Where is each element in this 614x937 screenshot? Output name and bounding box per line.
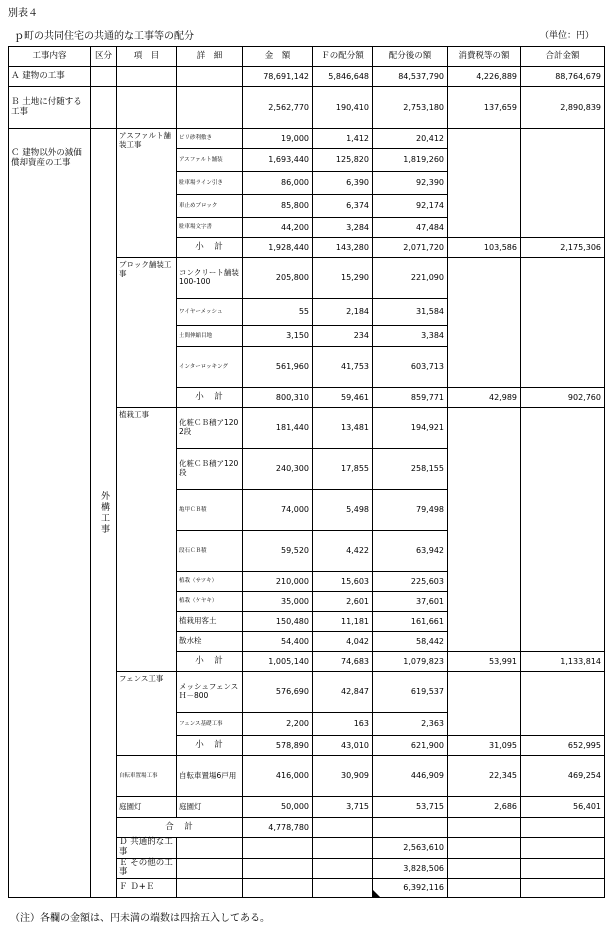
cell-f-alloc: 43,010 — [313, 736, 373, 756]
cell-amount: 800,310 — [243, 388, 313, 408]
detail-label: 庭園灯 — [177, 797, 243, 818]
cell-amount: 50,000 — [243, 797, 313, 818]
cell-amount: 85,800 — [243, 195, 313, 218]
cell-total: 2,890,839 — [521, 87, 605, 129]
cell-amount: 2,562,770 — [243, 87, 313, 129]
cell-amount: 19,000 — [243, 129, 313, 149]
table-number-label: 別表４ — [8, 8, 38, 19]
col-header-after: 配分後の額 — [373, 47, 448, 67]
cell-after: 58,442 — [373, 632, 448, 652]
cell-total: 652,995 — [521, 736, 605, 756]
col-header-kubun: 区分 — [91, 47, 117, 67]
table-row — [9, 67, 605, 87]
cell-amount: 1,928,440 — [243, 238, 313, 258]
cell-after: 79,498 — [373, 490, 448, 531]
header-row — [9, 47, 605, 67]
cell-amount: 578,890 — [243, 736, 313, 756]
detail-label: 駐車場文字書 — [177, 218, 243, 238]
cell-f-alloc: 17,855 — [313, 449, 373, 490]
cell-after: 92,174 — [373, 195, 448, 218]
cell-f-alloc: 2,184 — [313, 299, 373, 326]
cell-total: 902,760 — [521, 388, 605, 408]
unit-label: （単位：円） — [540, 31, 595, 41]
cell-f-alloc: 6,374 — [313, 195, 373, 218]
row-a-label: Ａ 建物の工事 — [9, 67, 91, 87]
group-light-label: 庭園灯 — [117, 797, 177, 818]
cell-after: 621,900 — [373, 736, 448, 756]
cell-total: 88,764,679 — [521, 67, 605, 87]
cell-amount: 2,200 — [243, 713, 313, 736]
subtotal-label: 小 計 — [177, 652, 243, 672]
cell-amount: 4,778,780 — [243, 818, 313, 838]
cell-after: 1,079,823 — [373, 652, 448, 672]
group-fence-label: フェンス工事 — [117, 672, 177, 756]
detail-label: 散水栓 — [177, 632, 243, 652]
cell-f-alloc: 41,753 — [313, 347, 373, 388]
detail-label: 化粧ＣＢ積ア120 段 — [177, 449, 243, 490]
cell-after: 194,921 — [373, 408, 448, 449]
cell-after: 2,753,180 — [373, 87, 448, 129]
cell-amount: 55 — [243, 299, 313, 326]
cell-f-alloc: 3,284 — [313, 218, 373, 238]
allocation-table — [8, 46, 605, 898]
cell-f-alloc: 4,422 — [313, 531, 373, 572]
table-row — [9, 87, 605, 129]
cell-amount: 74,000 — [243, 490, 313, 531]
cell-after: 446,909 — [373, 756, 448, 797]
row-c-label: Ｃ 建物以外の減価償却資産の工事 — [9, 129, 91, 898]
row-f-amount: 6,392,116 — [403, 883, 444, 893]
cell-amount: 54,400 — [243, 632, 313, 652]
cell-f-alloc: 6,390 — [313, 172, 373, 195]
cell-after: 225,603 — [373, 572, 448, 592]
cell-f-alloc: 2,601 — [313, 592, 373, 612]
detail-label: 植栽（ケヤキ） — [177, 592, 243, 612]
corner-marker — [373, 890, 380, 897]
detail-label: フェンス基礎工事 — [177, 713, 243, 736]
detail-label: 駐車場ライン引き — [177, 172, 243, 195]
cell-f-alloc: 5,498 — [313, 490, 373, 531]
detail-label: 植栽（サツキ） — [177, 572, 243, 592]
cell-after: 2,071,720 — [373, 238, 448, 258]
detail-label: 亀甲ＣＢ積 — [177, 490, 243, 531]
col-header-content: 工事内容 — [9, 47, 91, 67]
col-header-f-alloc: Ｆの配分額 — [313, 47, 373, 67]
detail-label: 段石ＣＢ積 — [177, 531, 243, 572]
cell-f-alloc: 74,683 — [313, 652, 373, 672]
col-header-amount: 金 額 — [243, 47, 313, 67]
cell-f-alloc: 11,181 — [313, 612, 373, 632]
cell-after: 63,942 — [373, 531, 448, 572]
cell-tax: 4,226,889 — [448, 67, 521, 87]
cell-f-alloc: 15,603 — [313, 572, 373, 592]
subtotal-label: 小 計 — [177, 388, 243, 408]
cell-amount: 78,691,142 — [243, 67, 313, 87]
cell-after: 859,771 — [373, 388, 448, 408]
detail-label: ワイヤーメッシュ — [177, 299, 243, 326]
cell-amount: 210,000 — [243, 572, 313, 592]
detail-label: 植栽用客土 — [177, 612, 243, 632]
kubun-label: 外構工事 — [91, 129, 117, 898]
cell-tax: 53,991 — [448, 652, 521, 672]
cell-total: 56,401 — [521, 797, 605, 818]
cell-f-alloc: 42,847 — [313, 672, 373, 713]
cell-amount: 44,200 — [243, 218, 313, 238]
group-bicycle-label: 自転車置場工事 — [117, 756, 177, 797]
detail-label: インターロッキング — [177, 347, 243, 388]
cell-amount: 576,690 — [243, 672, 313, 713]
cell-amount: 416,000 — [243, 756, 313, 797]
cell-tax: 42,989 — [448, 388, 521, 408]
cell-after: 84,537,790 — [373, 67, 448, 87]
detail-label: 自転車置場6戸用 — [177, 756, 243, 797]
cell-total: 1,133,814 — [521, 652, 605, 672]
col-header-detail: 詳 細 — [177, 47, 243, 67]
cell-amount: 181,440 — [243, 408, 313, 449]
cell-f-alloc: 143,280 — [313, 238, 373, 258]
cell-tax: 22,345 — [448, 756, 521, 797]
subtotal-label: 小 計 — [177, 736, 243, 756]
detail-label: アスファルト舗装 — [177, 149, 243, 172]
table-title: ｐ町の共同住宅の共通的な工事等の配分 — [14, 31, 194, 42]
cell-after: 47,484 — [373, 218, 448, 238]
cell-after: 31,584 — [373, 299, 448, 326]
cell-f-alloc: 4,042 — [313, 632, 373, 652]
cell-f-alloc: 190,410 — [313, 87, 373, 129]
cell-f-alloc: 1,412 — [313, 129, 373, 149]
cell-amount: 240,300 — [243, 449, 313, 490]
cell-tax: 2,686 — [448, 797, 521, 818]
cell-amount: 3,150 — [243, 326, 313, 347]
cell-amount — [373, 879, 448, 898]
table-row — [9, 129, 605, 149]
cell-after: 92,390 — [373, 172, 448, 195]
cell-f-alloc: 5,846,648 — [313, 67, 373, 87]
cell-amount: 150,480 — [243, 612, 313, 632]
cell-amount: 59,520 — [243, 531, 313, 572]
cell-amount: 86,000 — [243, 172, 313, 195]
group-planting-label: 植栽工事 — [117, 408, 177, 672]
detail-label: 車止めブロック — [177, 195, 243, 218]
cell-after: 1,819,260 — [373, 149, 448, 172]
cell-after: 258,155 — [373, 449, 448, 490]
row-d-label: Ｄ 共通的な工事 — [117, 838, 177, 859]
cell-after: 3,384 — [373, 326, 448, 347]
cell-after: 221,090 — [373, 258, 448, 299]
cell-f-alloc: 59,461 — [313, 388, 373, 408]
row-f-label: Ｆ Ｄ+Ｅ — [117, 879, 177, 898]
col-header-tax: 消費税等の額 — [448, 47, 521, 67]
sum-label: 合 計 — [117, 818, 243, 838]
detail-label: コンクリート舗装 100-100 — [177, 258, 243, 299]
cell-tax: 137,659 — [448, 87, 521, 129]
cell-amount: 561,960 — [243, 347, 313, 388]
subtotal-label: 小 計 — [177, 238, 243, 258]
group-block-label: ブロック舗装工事 — [117, 258, 177, 408]
cell-amount: 205,800 — [243, 258, 313, 299]
cell-amount: 1,005,140 — [243, 652, 313, 672]
cell-amount: 2,563,610 — [373, 838, 448, 859]
cell-after: 20,412 — [373, 129, 448, 149]
cell-after: 2,363 — [373, 713, 448, 736]
row-e-label: Ｅ その他の工事 — [117, 858, 177, 879]
detail-label: 化粧ＣＢ積ア120 2段 — [177, 408, 243, 449]
cell-total: 469,254 — [521, 756, 605, 797]
detail-label: メッシュフェンスＨ－800 — [177, 672, 243, 713]
cell-after: 603,713 — [373, 347, 448, 388]
col-header-item: 項 目 — [117, 47, 177, 67]
col-header-total: 合計金額 — [521, 47, 605, 67]
cell-after: 37,601 — [373, 592, 448, 612]
cell-f-alloc: 163 — [313, 713, 373, 736]
cell-f-alloc: 15,290 — [313, 258, 373, 299]
cell-f-alloc: 3,715 — [313, 797, 373, 818]
detail-label: ビリ砂利敷き — [177, 129, 243, 149]
cell-after: 53,715 — [373, 797, 448, 818]
cell-tax: 31,095 — [448, 736, 521, 756]
cell-amount: 3,828,506 — [373, 858, 448, 879]
cell-amount: 1,693,440 — [243, 149, 313, 172]
detail-label: 土間伸縮目地 — [177, 326, 243, 347]
cell-tax: 103,586 — [448, 238, 521, 258]
cell-total: 2,175,306 — [521, 238, 605, 258]
cell-f-alloc: 13,481 — [313, 408, 373, 449]
cell-after: 619,537 — [373, 672, 448, 713]
cell-f-alloc: 125,820 — [313, 149, 373, 172]
footnote: （注）各欄の金額は、円未満の端数は四捨五入してある。 — [10, 913, 270, 924]
cell-f-alloc: 234 — [313, 326, 373, 347]
cell-amount: 35,000 — [243, 592, 313, 612]
group-asphalt-label: アスファルト舗装工事 — [117, 129, 177, 258]
cell-after: 161,661 — [373, 612, 448, 632]
row-b-label: Ｂ 土地に付随する工事 — [9, 87, 91, 129]
cell-f-alloc: 30,909 — [313, 756, 373, 797]
